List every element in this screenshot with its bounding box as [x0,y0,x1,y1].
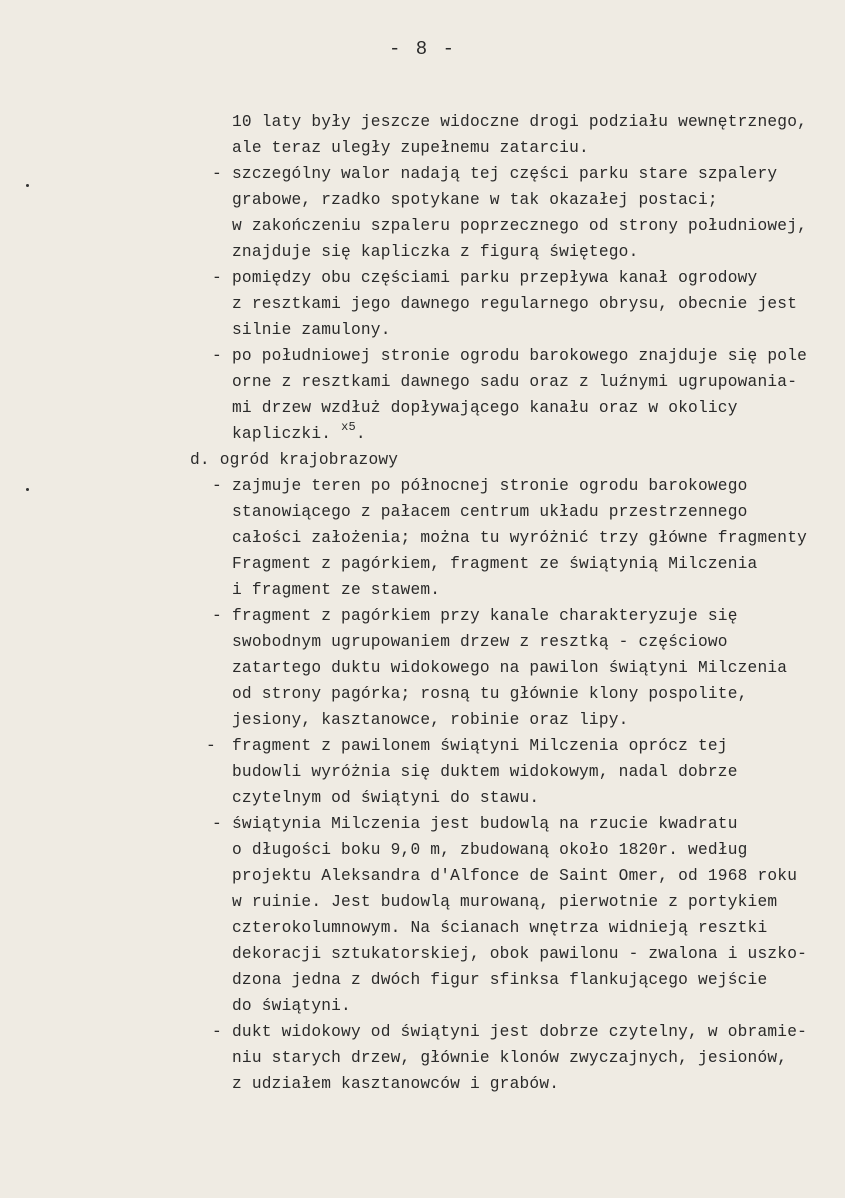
text-line: i fragment ze stawem. [232,581,441,599]
text-line: kapliczki. $^{x5}$. [232,420,366,443]
bullet-dash: - [212,347,222,365]
scan-speck [26,184,29,187]
text-line: w zakończeniu szpaleru poprzecznego od strony południowej, [232,217,808,235]
footnote-mark: x5 [341,420,356,434]
text-line: 10 laty były jeszcze widoczne drogi podziału wewnętrznego, [232,113,808,131]
page-number: - 8 - [388,38,456,60]
text-line: mi drzew wzdłuż dopływającego kanału oraz w okolicy [232,399,738,417]
text-line: znajduje się kapliczka z figurą świętego. [232,243,639,261]
text-line: o długości boku 9,0 m, zbudowaną około 1820r. według [232,841,748,859]
text-line: od strony pagórka; rosną tu głównie klony pospolite, [232,685,748,703]
bullet-dash: - [212,269,222,287]
text-line: do świątyni. [232,997,351,1015]
text-line: zatartego duktu widokowego na pawilon świątyni Milczenia [232,659,788,677]
text-line: jesiony, kasztanowce, robinie oraz lipy. [232,711,629,729]
text-line: pomiędzy obu częściami parku przepływa kanał ogrodowy [232,269,758,287]
text-line-body: kapliczki. [232,425,332,443]
text-line: z udziałem kasztanowców i grabów. [232,1075,560,1093]
bullet-dash: - [212,165,222,183]
text-line: zajmuje teren po północnej stronie ogrodu barokowego [232,477,748,495]
scan-speck [26,488,29,491]
bullet-dash: - [206,737,216,755]
bullet-dash: - [212,1023,222,1041]
text-line: fragment z pawilonem świątyni Milczenia oprócz tej [232,737,728,755]
text-line: budowli wyróżnia się duktem widokowym, nadal dobrze [232,763,738,781]
text-line: fragment z pagórkiem przy kanale charakteryzuje się [232,607,738,625]
bullet-dash: - [212,607,222,625]
text-line: z resztkami jego dawnego regularnego obrysu, obecnie jest [232,295,798,313]
text-line: swobodnym ugrupowaniem drzew z resztką - częściowo [232,633,728,651]
section-heading: d. ogród krajobrazowy [190,451,399,469]
text-line: w ruinie. Jest budowlą murowaną, pierwotnie z portykiem [232,893,778,911]
text-line: czytelnym od świątyni do stawu. [232,789,540,807]
text-line: orne z resztkami dawnego sadu oraz z luźnymi ugrupowania- [232,373,798,391]
text-line: Fragment z pagórkiem, fragment ze świątynią Milczenia [232,555,758,573]
text-line: szczególny walor nadają tej części parku stare szpalery [232,165,778,183]
text-line: po południowej stronie ogrodu barokowego znajduje się pole [232,347,808,365]
text-line: stanowiącego z pałacem centrum układu przestrzennego [232,503,748,521]
text-line: dukt widokowy od świątyni jest dobrze czytelny, w obramie- [232,1023,808,1041]
text-line: czterokolumnowym. Na ścianach wnętrza widnieją resztki [232,919,768,937]
text-line: dzona jedna z dwóch figur sfinksa flankującego wejście [232,971,768,989]
text-line: projektu Aleksandra d'Alfonce de Saint Omer, od 1968 roku [232,867,798,885]
text-line: świątynia Milczenia jest budowlą na rzucie kwadratu [232,815,738,833]
text-line: niu starych drzew, głównie klonów zwyczajnych, jesionów, [232,1049,788,1067]
bullet-dash: - [212,815,222,833]
text-line: grabowe, rzadko spotykane w tak okazałej postaci; [232,191,718,209]
text-line: ale teraz uległy zupełnemu zatarciu. [232,139,589,157]
bullet-dash: - [212,477,222,495]
text-line: silnie zamulony. [232,321,391,339]
text-line: dekoracji sztukatorskiej, obok pawilonu - zwalona i uszko- [232,945,808,963]
text-line: całości założenia; można tu wyróżnić trzy główne fragmenty [232,529,808,547]
